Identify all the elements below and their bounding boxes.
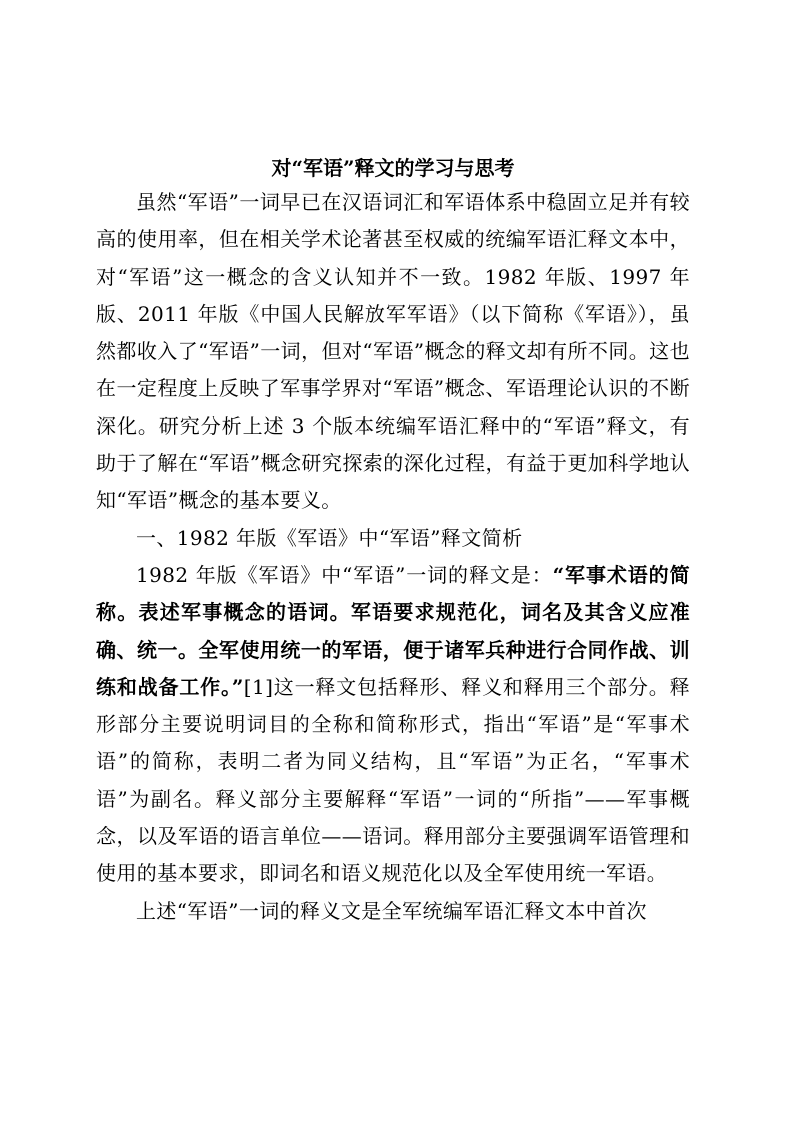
definition-analysis: [1]这一释文包括释形、释义和释用三个部分。释形部分主要说明词目的全称和简称形式，指出“军语”是“军事术语”的简称，表明二者为同义结构，且“军语”为正名，“军事术语”为副名。释义部分主要解释“军语”一词的“所指”——军事概念，以及军语的语言单位——语词。释用部分主要强调军语管理和使用的基本要求，即词名和语义规范化以及全军使用统一军语。	[96, 674, 690, 886]
section-heading-1: 一、1982 年版《军语》中“军语”释文简析	[136, 525, 523, 550]
definition-quote: “军事术语的简称。表述军事概念的语词。军语要求规范化，词名及其含义应准确、统一。全军使用统一的军语，便于诸军兵种进行合同作战、训练和战备工作。”	[96, 562, 690, 699]
paragraph-continuation: 上述“军语”一词的释义文是全军统编军语汇释文本中首次	[136, 898, 647, 923]
paragraph-intro: 虽然“军语”一词早已在汉语词汇和军语体系中稳固立足并有较高的使用率，但在相关学术论著甚至权威的统编军语汇释文本中，对“军语”这一概念的含义认知并不一致。1982 年版、1997 年版、2011 年版《中国人民解放军军语》（以下简称《军语》），虽然都收入了“军语”一词，但对“军语”概念的释文却有所不同。这也在一定程度上反映了军事学界对“军语”概念、军语理论认识的不断深化。研究分析上述 3 个版本统编军语汇释中的“军语”释文，有助于了解在“军语”概念研究探索的深化过程，有益于更加科学地认知“军语”概念的基本要义。	[96, 190, 690, 513]
document-page	[96, 152, 690, 930]
document-title: 对“军语”释文的学习与思考	[271, 156, 515, 180]
paragraph-definition	[96, 557, 690, 893]
definition-lead: 1982 年版《军语》中“军语”一词的释文是：	[136, 562, 553, 587]
